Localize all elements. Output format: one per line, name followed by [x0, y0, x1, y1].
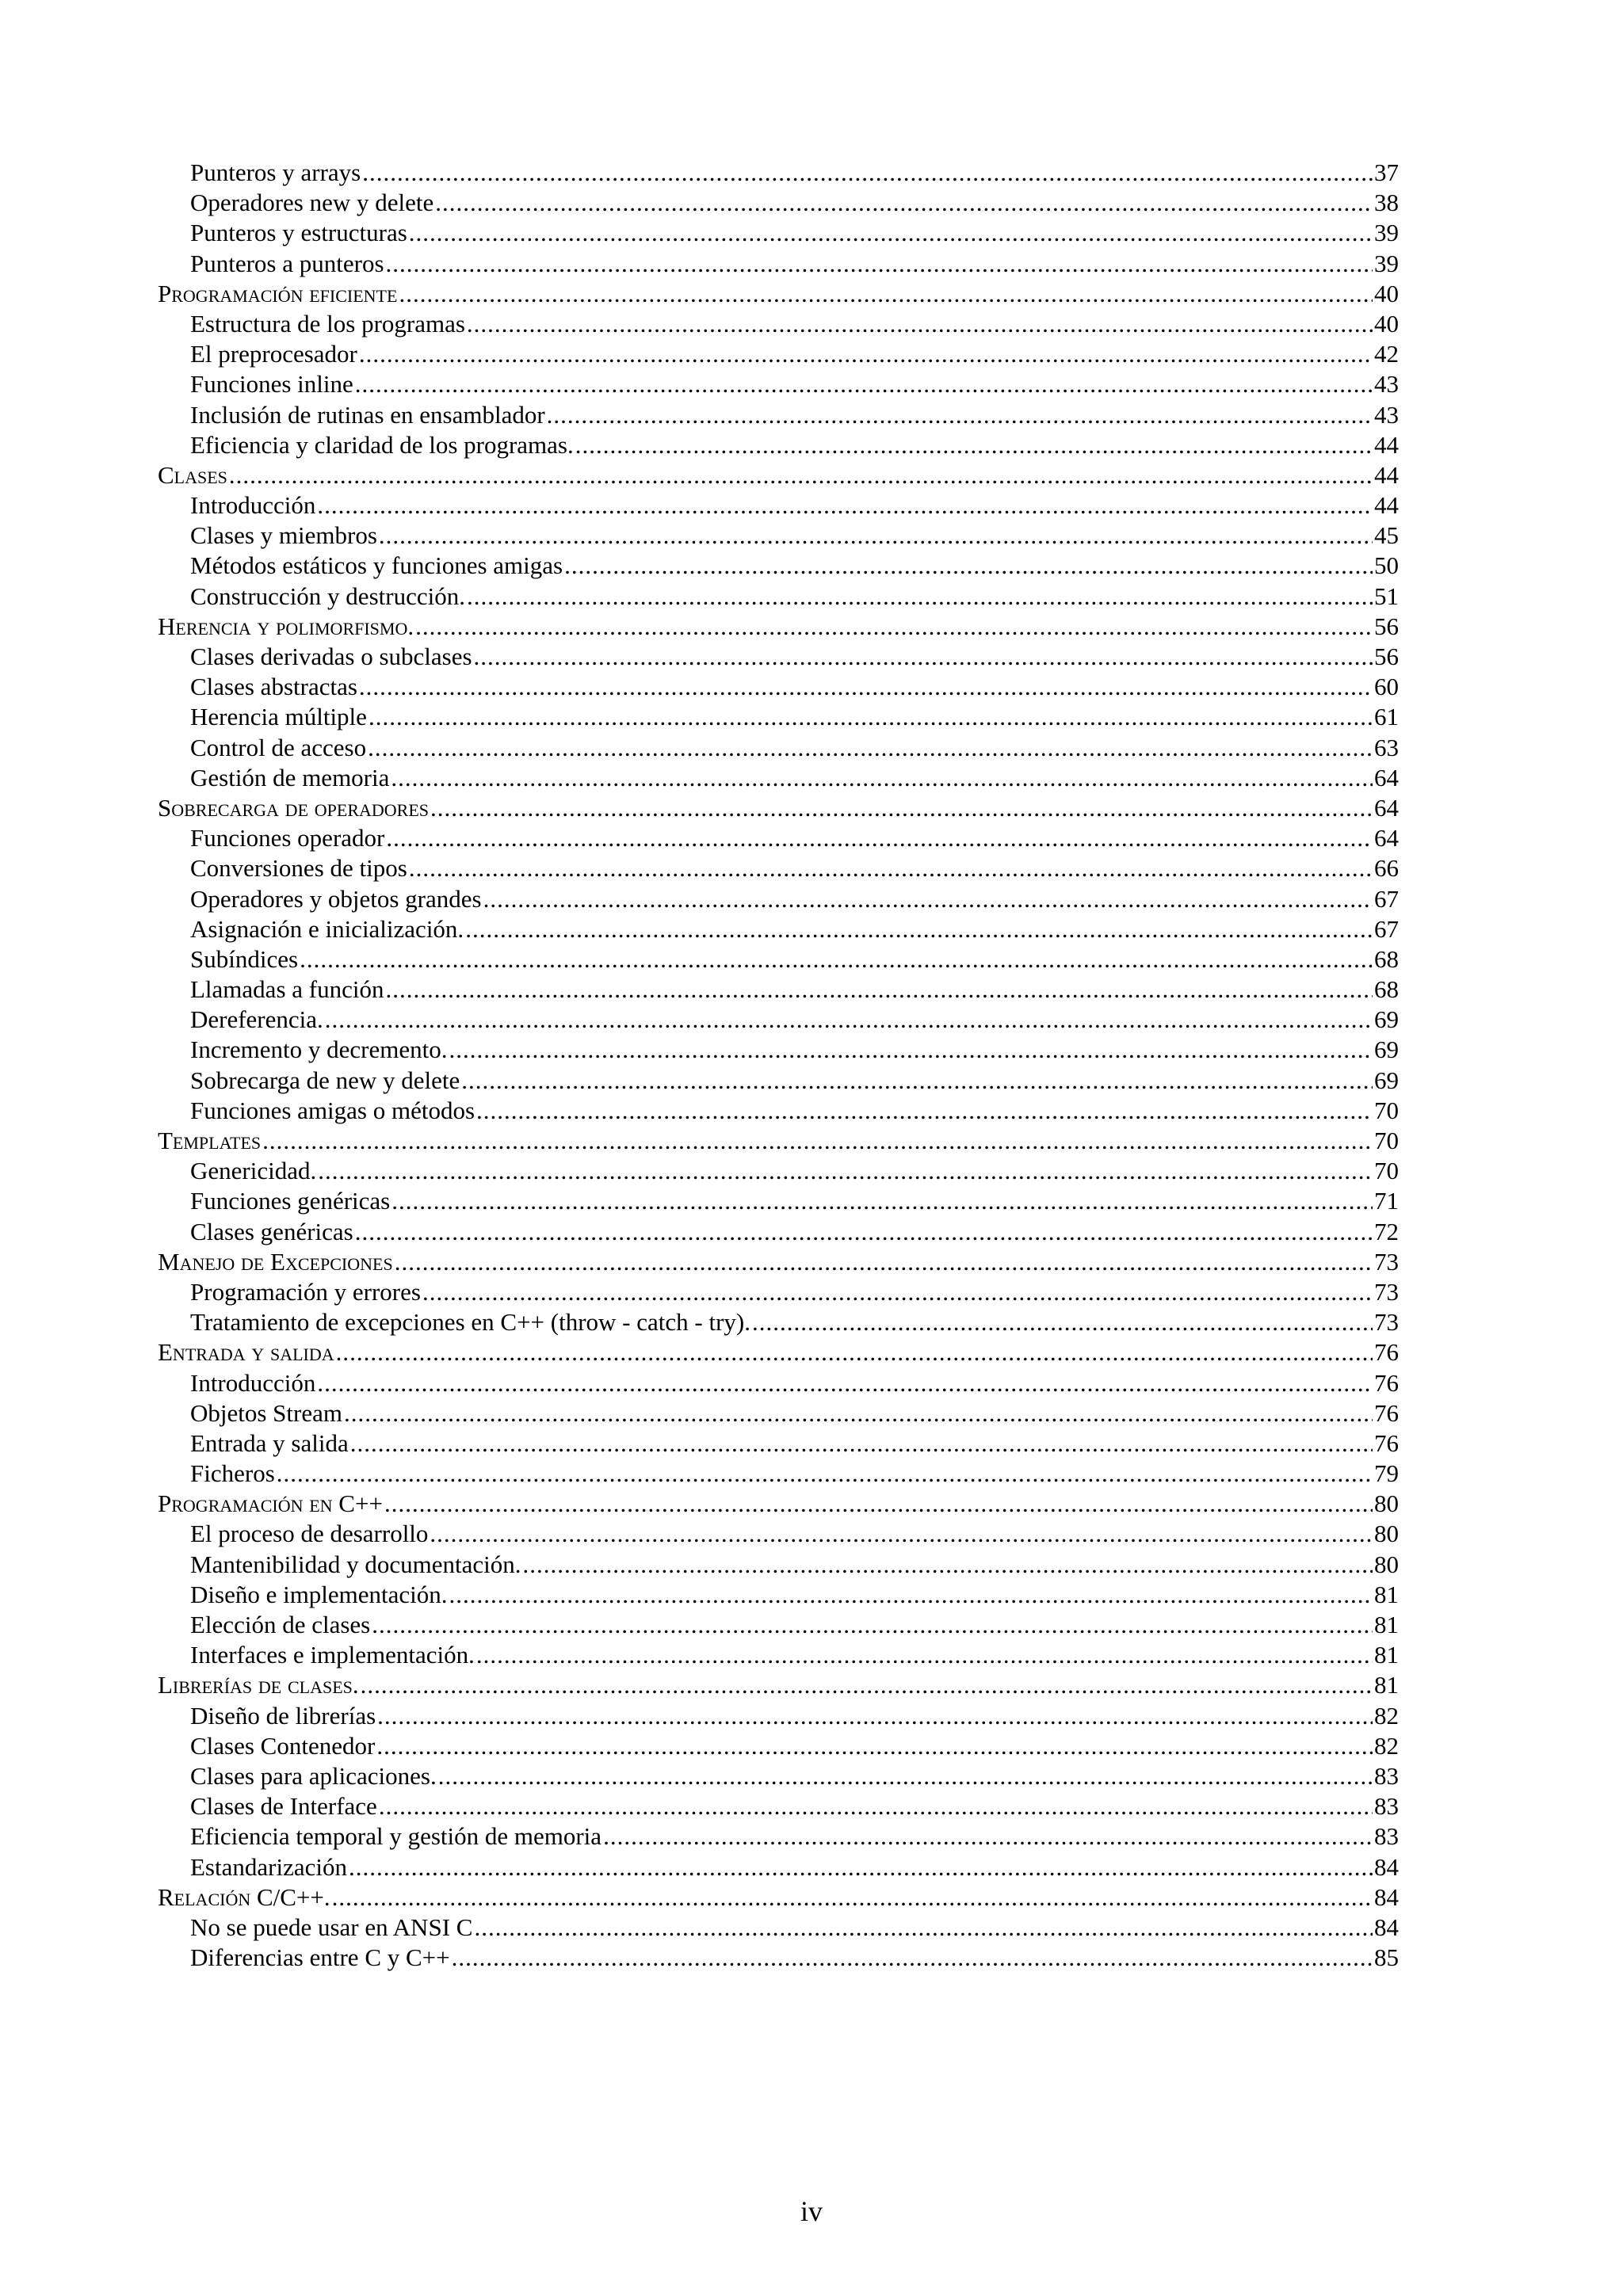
- toc-entry-title: Asignación e inicialización.: [190, 914, 464, 943]
- toc-entry-title: Introducción: [190, 1368, 316, 1397]
- toc-dot-leader: [435, 188, 1373, 218]
- toc-dot-leader: [344, 1398, 1373, 1428]
- toc-entry-page: 73: [1374, 1308, 1399, 1337]
- toc-entry-page: 80: [1374, 1550, 1399, 1578]
- toc-dot-leader: [474, 1913, 1373, 1943]
- toc-entry-title: Dereferencia.: [190, 1005, 323, 1034]
- toc-dot-leader: [467, 309, 1373, 339]
- toc-dot-leader: [379, 521, 1373, 551]
- toc-entry-page: 56: [1374, 643, 1399, 670]
- toc-dot-leader: [359, 672, 1373, 702]
- toc-entry-page: 81: [1374, 1641, 1399, 1669]
- toc-dot-leader: [376, 1731, 1373, 1761]
- toc-entry-page: 82: [1374, 1701, 1399, 1730]
- toc-subsection-entry: [158, 914, 1399, 944]
- toc-entry-title: Interfaces e implementación.: [190, 1641, 475, 1669]
- toc-dot-leader: [277, 1459, 1373, 1489]
- toc-dot-leader: [409, 853, 1373, 883]
- toc-subsection-entry: [158, 1398, 1399, 1428]
- toc-dot-leader: [575, 430, 1373, 460]
- toc-entry-page: 69: [1374, 1066, 1399, 1094]
- toc-entry-page: 40: [1374, 279, 1399, 307]
- toc-entry-page: 42: [1374, 340, 1399, 368]
- toc-dot-leader: [438, 1761, 1373, 1791]
- toc-dot-leader: [422, 1277, 1373, 1307]
- toc-entry-title: El preprocesador: [190, 340, 357, 368]
- toc-entry-page: 43: [1374, 370, 1399, 399]
- toc-entry-page: 82: [1374, 1731, 1399, 1760]
- toc-entry-page: 76: [1374, 1338, 1399, 1367]
- toc-subsection-entry: [158, 733, 1399, 763]
- toc-dot-leader: [368, 733, 1373, 763]
- toc-subsection-entry: [158, 1186, 1399, 1216]
- toc-entry-title: Templates: [158, 1127, 262, 1154]
- toc-dot-leader: [483, 884, 1373, 914]
- toc-subsection-entry: [158, 1005, 1399, 1035]
- toc-entry-title: Clases derivadas o subclases: [190, 643, 472, 670]
- toc-entry-title: Clases genéricas: [190, 1217, 353, 1245]
- toc-dot-leader: [430, 1519, 1373, 1549]
- toc-entry-title: Estructura de los programas: [190, 309, 465, 338]
- toc-subsection-entry: [158, 1096, 1399, 1126]
- toc-subsection-entry: [158, 884, 1399, 914]
- toc-entry-title: Objetos Stream: [190, 1398, 342, 1427]
- toc-subsection-entry: [158, 158, 1399, 188]
- toc-dot-leader: [325, 1005, 1373, 1035]
- toc-entry-title: Herencia múltiple: [190, 703, 367, 731]
- toc-entry-title: Clases Contenedor: [190, 1731, 376, 1760]
- toc-subsection-entry: [158, 1066, 1399, 1096]
- toc-subsection-entry: [158, 218, 1399, 248]
- toc-entry-title: Programación y errores: [190, 1277, 421, 1306]
- toc-entry-page: 66: [1374, 854, 1399, 883]
- toc-dot-leader: [300, 944, 1373, 974]
- toc-dot-leader: [361, 1670, 1373, 1700]
- toc-entry-page: 81: [1374, 1671, 1399, 1699]
- toc-dot-leader: [391, 763, 1373, 793]
- toc-entry-page: 51: [1374, 582, 1399, 610]
- toc-entry-page: 50: [1374, 551, 1399, 580]
- toc-entry-page: 44: [1374, 430, 1399, 459]
- toc-dot-leader: [349, 1852, 1373, 1882]
- toc-entry-title: Introducción: [190, 491, 316, 520]
- toc-dot-leader: [317, 490, 1373, 521]
- toc-subsection-entry: [158, 1035, 1399, 1065]
- toc-subsection-entry: [158, 551, 1399, 581]
- toc-entry-page: 39: [1374, 249, 1399, 277]
- toc-entry-page: 84: [1374, 1882, 1399, 1911]
- toc-entry-page: 80: [1374, 1489, 1399, 1518]
- toc-entry-title: Ficheros: [190, 1459, 275, 1488]
- toc-dot-leader: [332, 1882, 1373, 1913]
- toc-entry-page: 63: [1374, 733, 1399, 761]
- toc-entry-page: 39: [1374, 219, 1399, 247]
- toc-dot-leader: [523, 1550, 1373, 1580]
- toc-dot-leader: [385, 974, 1373, 1005]
- toc-entry-title: Operadores y objetos grandes: [190, 884, 482, 913]
- toc-entry-page: 69: [1374, 1005, 1399, 1034]
- toc-entry-page: 40: [1374, 309, 1399, 338]
- toc-dot-leader: [430, 793, 1373, 823]
- toc-dot-leader: [467, 582, 1373, 612]
- toc-dot-leader: [409, 218, 1373, 248]
- toc-entry-title: Librerías de clases.: [158, 1671, 359, 1699]
- toc-entry-title: Inclusión de rutinas en ensamblador: [190, 400, 545, 429]
- toc-entry-title: Tratamiento de excepciones en C++ (throw - catch - try).: [190, 1308, 750, 1337]
- toc-entry-title: Herencia y polimorfismo.: [158, 612, 414, 640]
- toc-entry-page: 79: [1374, 1459, 1399, 1488]
- toc-dot-leader: [603, 1821, 1373, 1852]
- toc-entry-page: 61: [1374, 703, 1399, 731]
- toc-subsection-entry: [158, 1277, 1399, 1307]
- toc-entry-page: 83: [1374, 1761, 1399, 1790]
- toc-subsection-entry: [158, 1307, 1399, 1337]
- toc-subsection-entry: [158, 853, 1399, 883]
- toc-subsection-entry: [158, 339, 1399, 369]
- toc-subsection-entry: [158, 1821, 1399, 1852]
- toc-subsection-entry: [158, 309, 1399, 339]
- toc-dot-leader: [399, 279, 1373, 309]
- toc-entry-page: 72: [1374, 1217, 1399, 1245]
- toc-subsection-entry: [158, 642, 1399, 672]
- toc-entry-page: 70: [1374, 1096, 1399, 1124]
- toc-subsection-entry: [158, 1943, 1399, 1973]
- toc-section-entry: [158, 1337, 1399, 1367]
- toc-entry-title: Eficiencia temporal y gestión de memoria: [190, 1822, 602, 1851]
- toc-entry-title: Sobrecarga de operadores: [158, 793, 429, 822]
- toc-subsection-entry: [158, 1852, 1399, 1882]
- toc-entry-title: Conversiones de tipos: [190, 854, 407, 883]
- toc-dot-leader: [395, 1247, 1373, 1277]
- toc-subsection-entry: [158, 1459, 1399, 1489]
- toc-entry-page: 76: [1374, 1428, 1399, 1457]
- toc-subsection-entry: [158, 974, 1399, 1005]
- toc-section-entry: [158, 612, 1399, 642]
- toc-subsection-entry: [158, 702, 1399, 732]
- toc-subsection-entry: [158, 400, 1399, 430]
- toc-entry-title: Clases y miembros: [190, 521, 377, 550]
- toc-subsection-entry: [158, 249, 1399, 279]
- toc-entry-title: Programación eficiente: [158, 279, 398, 307]
- toc-dot-leader: [476, 1640, 1373, 1670]
- toc-entry-page: 60: [1374, 673, 1399, 701]
- toc-dot-leader: [415, 612, 1373, 642]
- toc-entry-title: Relación C/C++.: [158, 1882, 330, 1911]
- toc-dot-leader: [449, 1035, 1373, 1065]
- toc-entry-page: 83: [1374, 1822, 1399, 1851]
- toc-entry-page: 37: [1374, 158, 1399, 186]
- toc-entry-title: Gestión de memoria: [190, 763, 390, 791]
- toc-subsection-entry: [158, 1217, 1399, 1247]
- toc-entry-title: Clases: [158, 460, 227, 489]
- toc-entry-title: Funciones inline: [190, 370, 353, 399]
- toc-dot-leader: [262, 1126, 1373, 1156]
- toc-dot-leader: [369, 702, 1373, 732]
- toc-subsection-entry: [158, 1761, 1399, 1791]
- toc-subsection-entry: [158, 1580, 1399, 1610]
- toc-entry-title: Incremento y decremento.: [190, 1035, 448, 1064]
- toc-section-entry: [158, 1247, 1399, 1277]
- toc-dot-leader: [384, 1489, 1373, 1519]
- toc-dot-leader: [476, 1096, 1373, 1126]
- toc-subsection-entry: [158, 1519, 1399, 1549]
- toc-subsection-entry: [158, 944, 1399, 974]
- toc-dot-leader: [452, 1943, 1373, 1973]
- toc-entry-page: 43: [1374, 400, 1399, 429]
- toc-subsection-entry: [158, 369, 1399, 399]
- toc-entry-page: 84: [1374, 1852, 1399, 1881]
- toc-section-entry: [158, 460, 1399, 490]
- toc-dot-leader: [362, 158, 1373, 188]
- toc-subsection-entry: [158, 1550, 1399, 1580]
- toc-entry-title: Sobrecarga de new y delete: [190, 1066, 460, 1094]
- toc-dot-leader: [355, 369, 1373, 399]
- toc-subsection-entry: [158, 430, 1399, 460]
- table-of-contents: [158, 158, 1399, 1973]
- toc-entry-page: 38: [1374, 189, 1399, 217]
- toc-entry-title: Métodos estáticos y funciones amigas: [190, 551, 563, 580]
- toc-dot-leader: [564, 551, 1373, 581]
- toc-entry-title: Elección de clases: [190, 1611, 371, 1638]
- toc-entry-title: Programación en C++: [158, 1489, 383, 1518]
- toc-entry-title: No se puede usar en ANSI C: [190, 1913, 473, 1941]
- toc-entry-title: Manejo de Excepciones: [158, 1247, 393, 1276]
- toc-entry-title: Entrada y salida: [158, 1338, 334, 1367]
- toc-entry-page: 76: [1374, 1398, 1399, 1427]
- toc-dot-leader: [465, 914, 1373, 944]
- toc-entry-title: Eficiencia y claridad de los programas.: [190, 430, 574, 459]
- toc-entry-page: 80: [1374, 1520, 1399, 1548]
- toc-dot-leader: [386, 249, 1373, 279]
- toc-dot-leader: [355, 1217, 1373, 1247]
- toc-section-entry: [158, 1489, 1399, 1519]
- toc-subsection-entry: [158, 521, 1399, 551]
- toc-section-entry: [158, 1882, 1399, 1913]
- toc-subsection-entry: [158, 188, 1399, 218]
- toc-entry-title: Funciones genéricas: [190, 1187, 391, 1215]
- toc-entry-title: Clases de Interface: [190, 1792, 377, 1821]
- toc-section-entry: [158, 793, 1399, 823]
- toc-subsection-entry: [158, 1913, 1399, 1943]
- toc-dot-leader: [379, 1791, 1373, 1821]
- toc-dot-leader: [318, 1156, 1373, 1186]
- toc-section-entry: [158, 1670, 1399, 1700]
- toc-entry-title: Genericidad.: [190, 1157, 317, 1185]
- toc-entry-title: Diseño de librerías: [190, 1701, 376, 1730]
- toc-entry-title: Funciones operador: [190, 824, 385, 852]
- toc-entry-page: 64: [1374, 824, 1399, 852]
- toc-dot-leader: [449, 1580, 1373, 1610]
- toc-section-entry: [158, 1126, 1399, 1156]
- toc-dot-leader: [372, 1610, 1373, 1640]
- toc-dot-leader: [391, 1186, 1373, 1216]
- toc-subsection-entry: [158, 1701, 1399, 1731]
- toc-entry-page: 68: [1374, 944, 1399, 973]
- toc-entry-page: 56: [1374, 612, 1399, 640]
- toc-entry-page: 64: [1374, 793, 1399, 822]
- toc-dot-leader: [350, 1428, 1373, 1459]
- toc-entry-page: 68: [1374, 975, 1399, 1004]
- toc-entry-title: Funciones amigas o métodos: [190, 1096, 475, 1124]
- toc-dot-leader: [752, 1307, 1373, 1337]
- toc-dot-leader: [386, 823, 1373, 853]
- toc-subsection-entry: [158, 763, 1399, 793]
- toc-entry-title: Estandarización: [190, 1852, 347, 1881]
- toc-entry-title: Diferencias entre C y C++: [190, 1943, 450, 1972]
- toc-entry-title: Punteros a punteros: [190, 249, 384, 277]
- toc-subsection-entry: [158, 823, 1399, 853]
- toc-subsection-entry: [158, 582, 1399, 612]
- toc-entry-title: Subíndices: [190, 944, 299, 973]
- toc-dot-leader: [461, 1066, 1373, 1096]
- toc-dot-leader: [229, 460, 1373, 490]
- toc-entry-page: 76: [1374, 1368, 1399, 1397]
- toc-entry-page: 73: [1374, 1247, 1399, 1276]
- toc-subsection-entry: [158, 1428, 1399, 1459]
- toc-subsection-entry: [158, 1156, 1399, 1186]
- toc-subsection-entry: [158, 1610, 1399, 1640]
- toc-entry-page: 71: [1374, 1187, 1399, 1215]
- toc-dot-leader: [547, 400, 1373, 430]
- toc-entry-title: Clases para aplicaciones.: [190, 1761, 437, 1790]
- toc-entry-page: 64: [1374, 763, 1399, 791]
- toc-entry-title: Control de acceso: [190, 733, 367, 761]
- toc-entry-page: 85: [1374, 1943, 1399, 1972]
- toc-subsection-entry: [158, 1368, 1399, 1398]
- toc-entry-page: 81: [1374, 1580, 1399, 1608]
- toc-entry-page: 44: [1374, 460, 1399, 489]
- toc-entry-title: Clases abstractas: [190, 673, 357, 701]
- toc-entry-title: Llamadas a función: [190, 975, 384, 1004]
- toc-dot-leader: [317, 1368, 1373, 1398]
- toc-dot-leader: [377, 1701, 1373, 1731]
- toc-entry-title: Mantenibilidad y documentación.: [190, 1550, 521, 1578]
- toc-entry-page: 70: [1374, 1157, 1399, 1185]
- toc-subsection-entry: [158, 1640, 1399, 1670]
- toc-entry-title: Punteros y estructuras: [190, 219, 407, 247]
- toc-entry-page: 70: [1374, 1127, 1399, 1154]
- toc-subsection-entry: [158, 672, 1399, 702]
- toc-entry-title: Operadores new y delete: [190, 189, 434, 217]
- toc-entry-title: Construcción y destrucción.: [190, 582, 465, 610]
- toc-entry-title: Diseño e implementación.: [190, 1580, 448, 1608]
- toc-entry-page: 67: [1374, 914, 1399, 943]
- toc-entry-page: 44: [1374, 491, 1399, 520]
- page-number: iv: [800, 2195, 823, 2227]
- toc-dot-leader: [359, 339, 1373, 369]
- toc-dot-leader: [474, 642, 1373, 672]
- toc-entry-title: Entrada y salida: [190, 1428, 349, 1457]
- toc-entry-title: Punteros y arrays: [190, 158, 361, 186]
- toc-section-entry: [158, 279, 1399, 309]
- toc-subsection-entry: [158, 490, 1399, 521]
- toc-dot-leader: [336, 1337, 1373, 1367]
- toc-entry-page: 84: [1374, 1913, 1399, 1941]
- toc-entry-page: 67: [1374, 884, 1399, 913]
- toc-subsection-entry: [158, 1791, 1399, 1821]
- toc-entry-page: 73: [1374, 1277, 1399, 1306]
- toc-entry-page: 69: [1374, 1035, 1399, 1064]
- toc-subsection-entry: [158, 1731, 1399, 1761]
- toc-entry-title: El proceso de desarrollo: [190, 1520, 429, 1548]
- toc-entry-page: 45: [1374, 521, 1399, 550]
- toc-entry-page: 83: [1374, 1792, 1399, 1821]
- toc-entry-page: 81: [1374, 1611, 1399, 1638]
